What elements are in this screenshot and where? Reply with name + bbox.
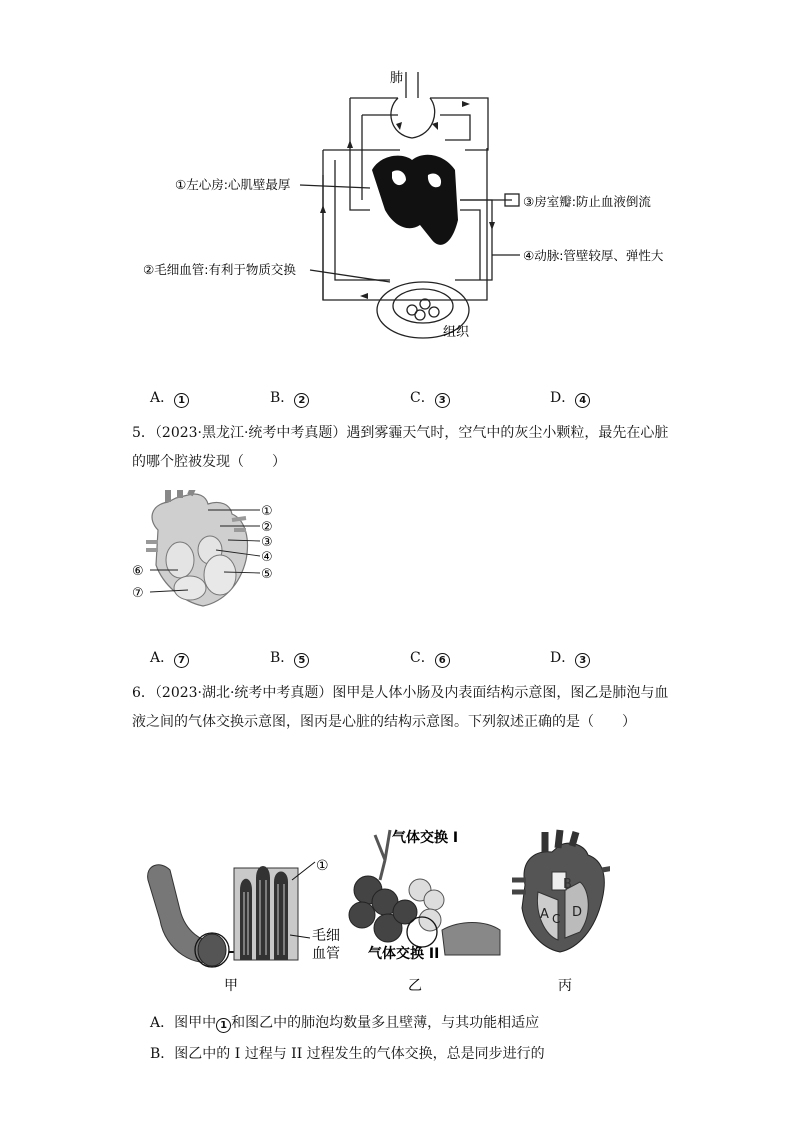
- q6-line1: 6．（2023·湖北·统考中考真题）图甲是人体小肠及内表面结构示意图，图乙是肺泡与血: [132, 685, 669, 701]
- q5-line2: 的哪个腔被发现（ ）: [132, 454, 286, 470]
- heart-label-5: ⑤: [261, 567, 273, 582]
- heart-c: C: [552, 912, 561, 926]
- label-2: ②毛细血管:有利于物质交换: [143, 262, 296, 277]
- q6-figures: [140, 820, 610, 1000]
- q6-option-b[interactable]: B．图乙中的 I 过程与 II 过程发生的气体交换，总是同步进行的: [150, 1046, 545, 1062]
- q5-option-c[interactable]: C． 6: [410, 645, 450, 671]
- label-4: ④动脉:管壁较厚、弹性大: [523, 248, 664, 263]
- heart-label-6: ⑥: [132, 564, 144, 579]
- q5-option-b[interactable]: B． 5: [270, 645, 309, 671]
- q5-option-a[interactable]: A． 7: [150, 645, 189, 671]
- fig-bing-label: 丙: [558, 978, 572, 994]
- q4-option-a[interactable]: A． 1: [150, 385, 189, 411]
- gas-exchange-1: 气体交换 I: [392, 830, 459, 846]
- heart-label-3: ③: [261, 535, 273, 550]
- fig-jia-label: 甲: [224, 978, 238, 994]
- heart-diagram: [128, 490, 288, 615]
- q4-option-c[interactable]: C． 3: [410, 385, 450, 411]
- gas-exchange-2: 气体交换 II: [368, 946, 440, 962]
- heart-label-1: ①: [261, 504, 273, 519]
- heart-b: B: [563, 877, 572, 892]
- heart-label-4: ④: [261, 550, 273, 565]
- q5-line1: 5．（2023·黑龙江·统考中考真题）遇到雾霾天气时，空气中的灰尘小颗粒，最先在心脏: [132, 425, 669, 441]
- heart-label-2: ②: [261, 520, 273, 535]
- cap-label-1: 毛细: [312, 928, 340, 944]
- q5-option-d[interactable]: D． 3: [550, 645, 590, 671]
- fig-yi-label: 乙: [408, 978, 422, 994]
- heart-d: D: [572, 905, 583, 920]
- heart-a: A: [540, 907, 549, 922]
- heart-label-7: ⑦: [132, 586, 144, 601]
- jia-label-1: ①: [316, 858, 329, 874]
- q6-option-a[interactable]: A．图甲中 1 和图乙中的肺泡均数量多且壁薄，与其功能相适应: [150, 1015, 540, 1031]
- label-3: ③房室瓣:防止血液倒流: [523, 194, 651, 209]
- q4-option-b[interactable]: B． 2: [270, 385, 309, 411]
- lung-label: 肺: [390, 71, 404, 86]
- circulation-diagram: [140, 60, 680, 350]
- tissue-label: 组织: [443, 325, 470, 340]
- q4-option-d[interactable]: D． 4: [550, 385, 590, 411]
- cap-label-2: 血管: [312, 946, 340, 962]
- label-1: ①左心房:心肌壁最厚: [175, 177, 291, 192]
- q6-line2: 液之间的气体交换示意图，图丙是心脏的结构示意图。下列叙述正确的是（ ）: [132, 714, 636, 730]
